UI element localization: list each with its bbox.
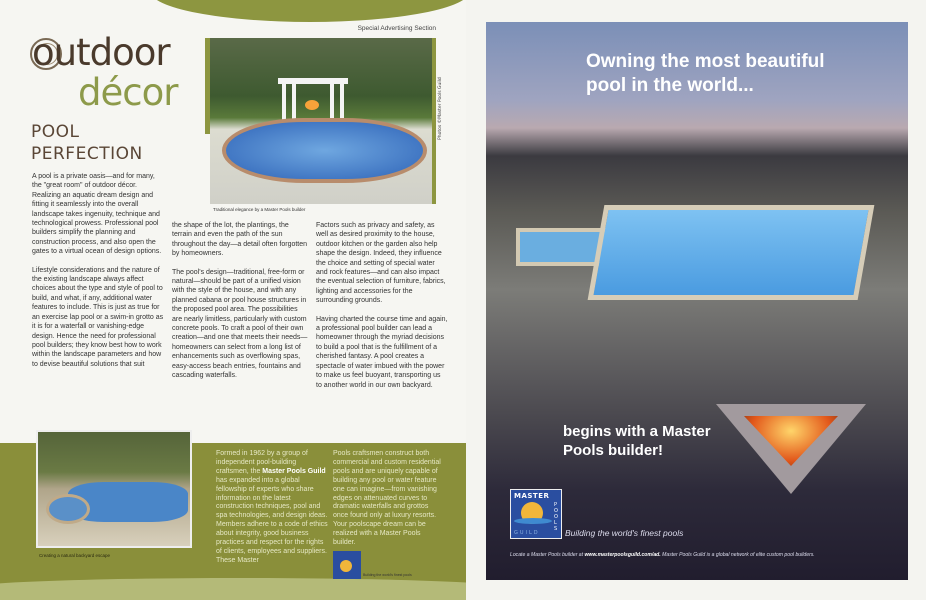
ad-subheadline: begins with a Master Pools builder! (563, 423, 711, 459)
paragraph: Lifestyle considerations and the nature of the existing landscape always affect choices about the type and style of pool to build, and what, if any, additional water features to include. This is just as true for an exercise lap pool or a swim-in grotto as it is for a waterfall or vanishing-edge design. Hence the need for professional pool builders; they know best how to work within the landscape parameters and how to devise beautiful solutions that suit (32, 266, 164, 368)
pool-photo-pergola (210, 38, 432, 204)
fireplace (305, 100, 319, 110)
logo-line1: outdoor (32, 31, 170, 74)
photo-caption: Creating a natural backyard escape (39, 553, 111, 558)
text: Locate a Master Pools builder at (510, 552, 585, 558)
backyard-pool-photo (36, 430, 192, 548)
master-pools-logo-small (333, 551, 361, 579)
panel-column-2: Pools craftsmen construct both commercial and custom residential pools and are uniquely capable of building any pool or water feature one can imagine—from vanishing edges on attenuated curves to dramatic waterfalls and grottos once found only at luxury resorts. Your poolscape dream can be realized with a Master Pools builder. (333, 450, 441, 547)
spa (46, 494, 90, 524)
logo-text: MASTER (514, 492, 550, 500)
article-headline (31, 121, 143, 165)
headline-line2: PERFECTION (31, 144, 143, 164)
decorative-wave (150, 0, 466, 22)
wave-icon (514, 518, 552, 524)
paragraph: Having charted the course time and again, a professional pool builder can lead a homeowner through the myriad decisions to build a pool that is the fulfillment of a cherished fantasy. A pool creates a spectacle of water imbued with the power to make us feel buoyant, transporting us to another world in our own backyard. (316, 315, 448, 389)
photo-caption: Traditional elegance by a Master Pools builder (213, 207, 306, 212)
article-column-1 (32, 172, 166, 378)
decorative-curve (0, 578, 466, 600)
pool (588, 205, 875, 300)
headline-line1: POOL (31, 122, 80, 142)
section-label: Special Advertising Section (357, 25, 436, 32)
paragraph: Factors such as privacy and safety, as well as desired proximity to the house, outdoor kitchen or the garden also help shape the design. Indeed, they influence the choice and setting of special water and rock features—and can also impact the eventual selection of furniture, fabrics, lighting and accessories for the surrounding grounds. (316, 222, 446, 305)
text: Formed in 1962 by a group of independent pool-building craftsmen, the (216, 450, 308, 475)
text: has expanded into a global fellowship of experts who share information on the latest construction techniques, pool and spa technologies, and design ideas. Members adhere to a code of ethics about integrity, good business practices and respect for the rights of clients, employees and suppliers. These Master (216, 476, 328, 564)
master-pools-logo (510, 489, 562, 539)
paragraph: The pool's design—traditional, free-form or natural—should be part of a unified vision with the style of the house, and with any planned cabana or pool house structures in the proposed pool area. The possibilities are nearly limitless, particularly with custom concrete pools. To craft a pool of their own creation—and one that meets their needs—homeowners can select from a long list of enhancements such as overflowing spas, easy-access beach entries, fountains and cascading waterfalls. (172, 268, 308, 380)
paragraph: the shape of the lot, the plantings, the terrain and even the path of the sun throughout the day—a detail often forgotten by homeowners. (172, 222, 308, 258)
pool (222, 118, 427, 183)
logo-tagline: Building the world's finest pools (363, 573, 412, 577)
pergola (278, 78, 348, 120)
ad-headline: Owning the most beautiful pool in the world... (586, 51, 825, 96)
outdoor-decor-logo (30, 31, 190, 114)
article-column-3 (316, 221, 448, 399)
text: Master Pools Guild is a global network of elite custom pool builders. (660, 552, 815, 558)
website-link[interactable]: www.masterpoolsguild.com/ad. (584, 552, 661, 558)
panel-column-1 (216, 450, 328, 566)
logo-text: POOLS (554, 502, 558, 532)
logo-text: GUILD (514, 530, 540, 536)
logo-line2: décor (78, 71, 178, 114)
article-column-2 (172, 221, 308, 390)
photo-accent-bar (432, 38, 436, 204)
guild-name: Master Pools Guild (262, 467, 326, 475)
ad-tagline: Building the world's finest pools (565, 528, 684, 538)
ad-footer (510, 552, 815, 558)
master-pools-ad (486, 22, 908, 580)
photo-credit: Photos ©Master Pools Guild (438, 77, 443, 140)
paragraph: A pool is a private oasis—and for many, the "great room" of outdoor décor. Realizing an aquatic dream design and fitting it seamlessly into the overall landscape takes ingenuity, technique and technological prowess. Professional pool builders simplify the planning and construction process, and also open the gates to a virtual ocean of design options. (32, 173, 162, 256)
